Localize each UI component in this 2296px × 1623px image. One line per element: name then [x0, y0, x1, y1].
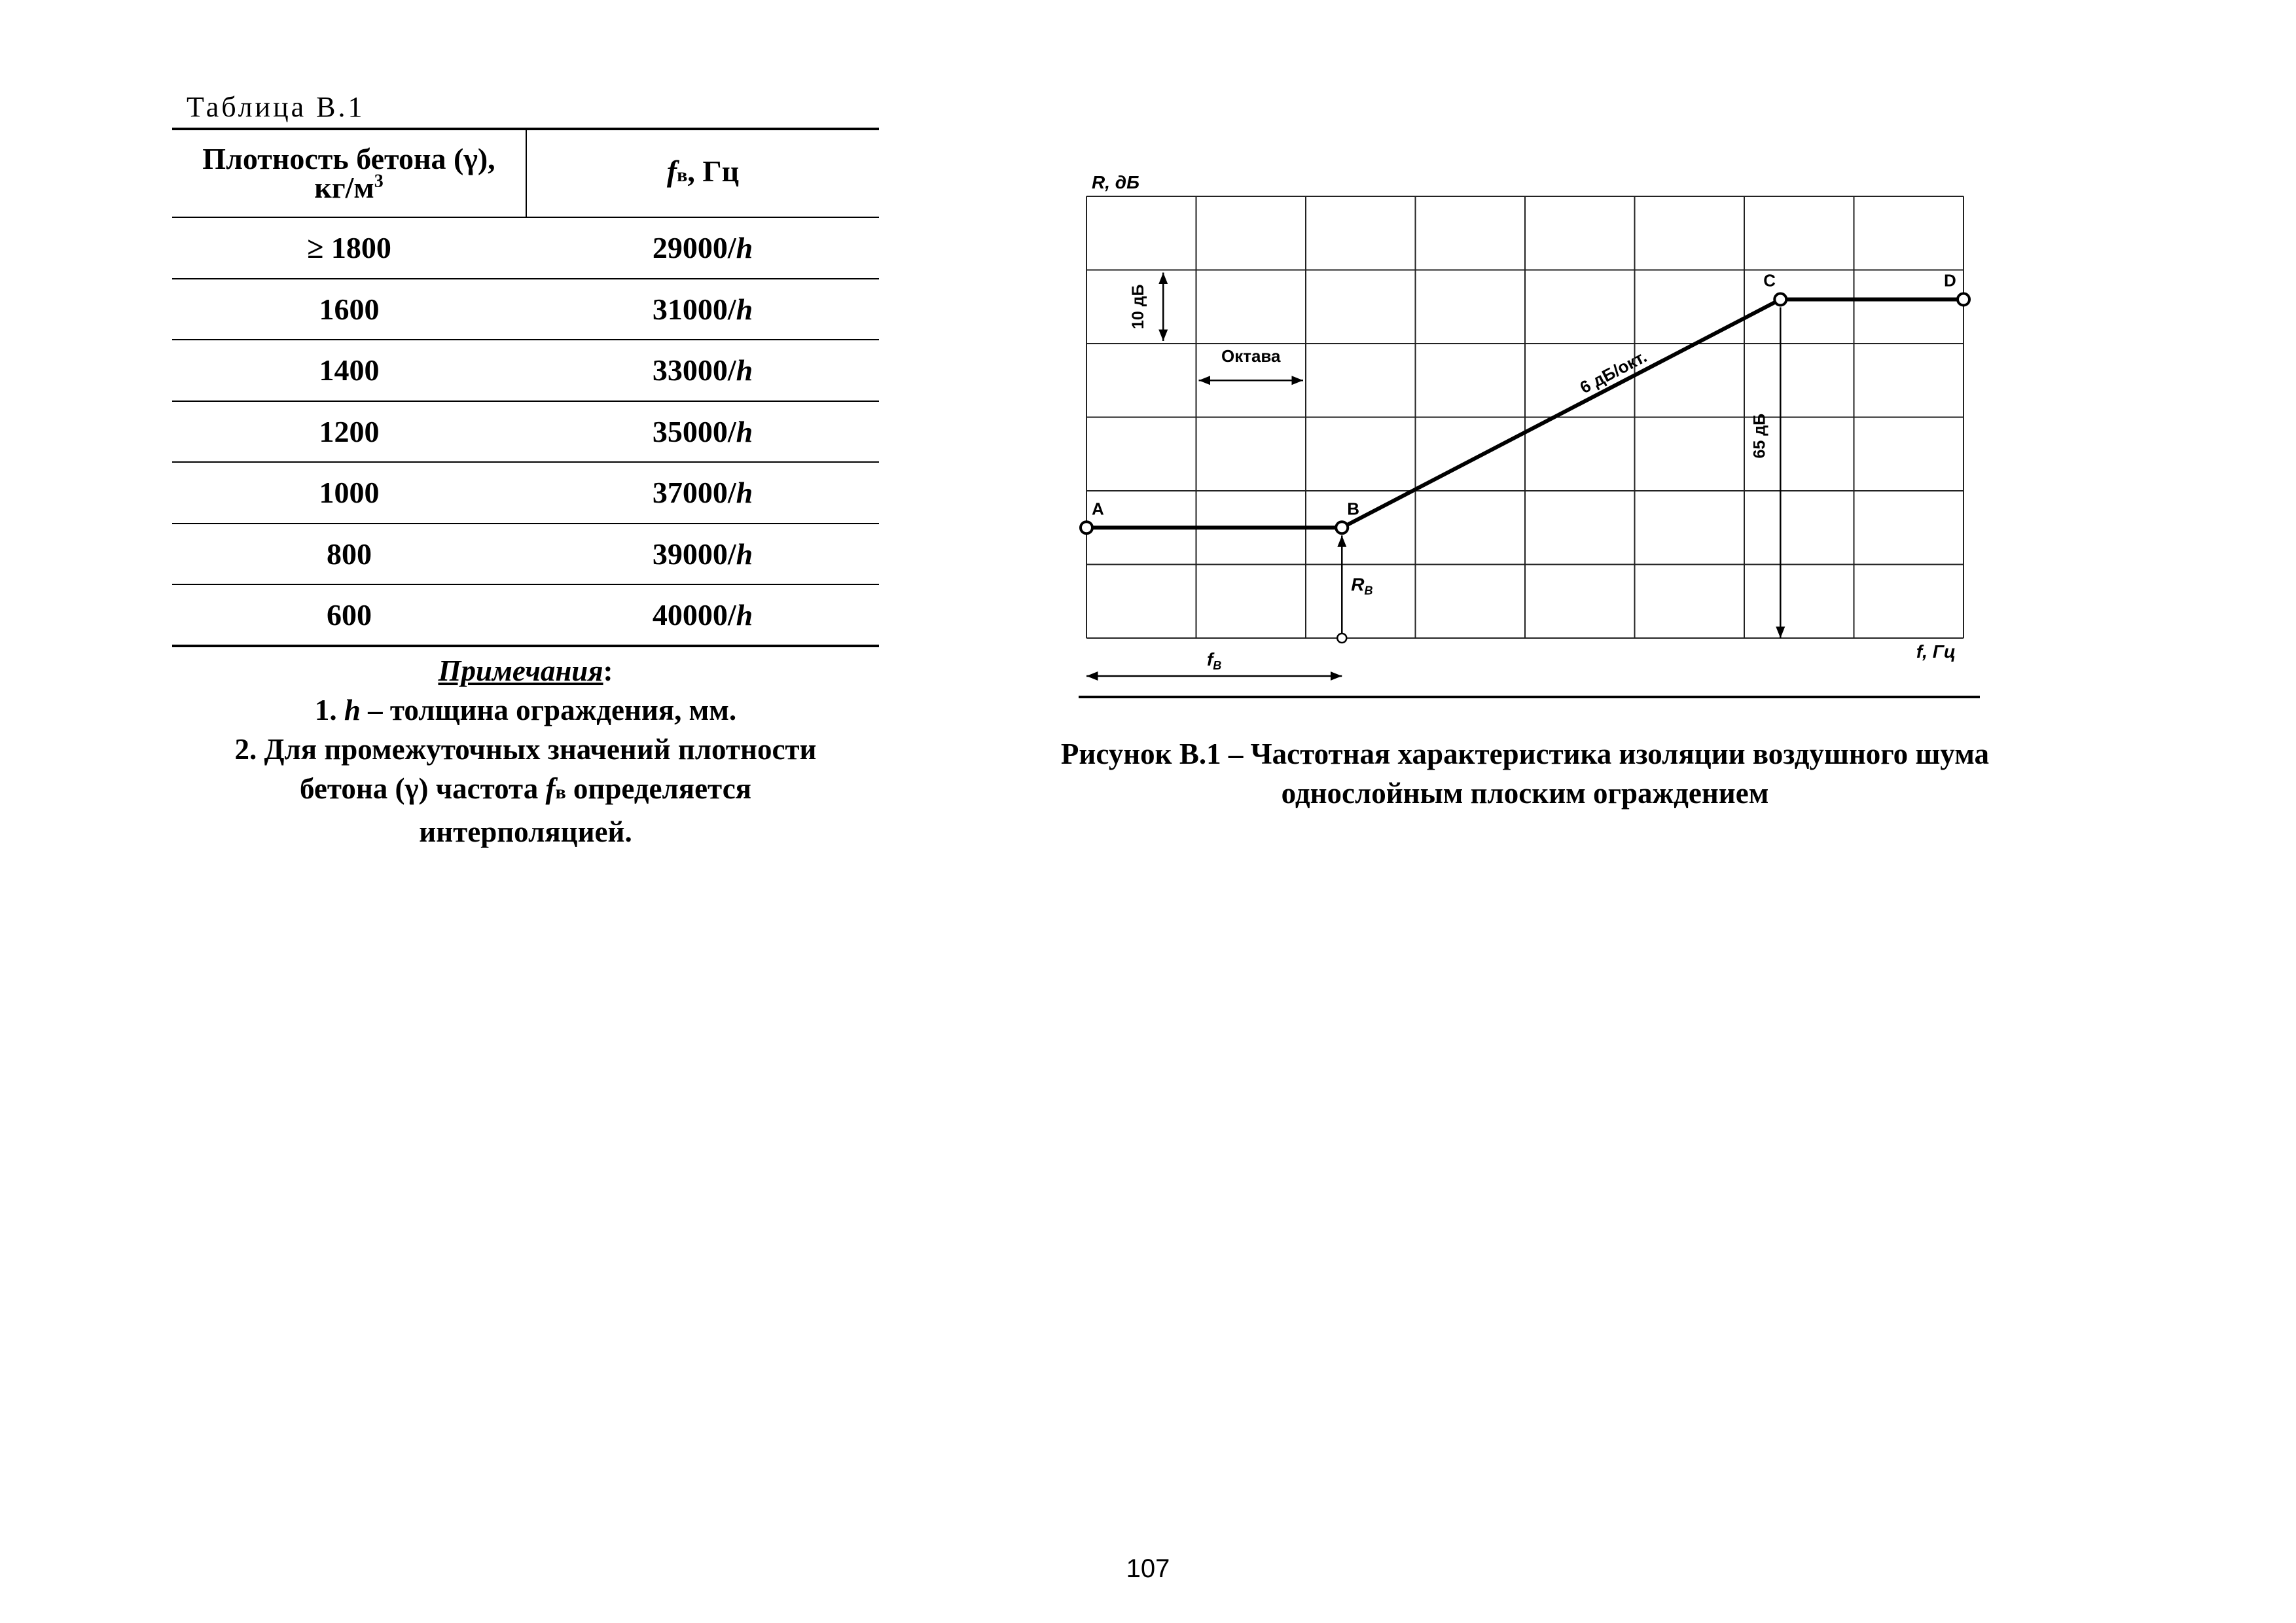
scale-octave-label: Октава [1221, 346, 1281, 366]
figure-caption-line-1: Рисунок В.1 – Частотная характеристика изоляции воздушного шума [1060, 738, 1990, 770]
rb-label [1351, 575, 1372, 597]
table-row [172, 462, 879, 524]
frequency-value: 39000/ [652, 537, 736, 571]
density-cell: 800 [327, 537, 372, 571]
frequency-variable: h [736, 231, 753, 265]
frequency-cell [526, 401, 879, 463]
density-unit: кг/м [314, 171, 374, 204]
density-cell: 1200 [319, 414, 380, 448]
page-number: 107 [1126, 1554, 1170, 1583]
table-row [172, 584, 879, 646]
frequency-variable: h [736, 292, 753, 326]
frequency-cell [526, 279, 879, 340]
data-point-c [1774, 294, 1786, 306]
frequency-unit: , Гц [687, 154, 740, 188]
rb-label-main: R [1351, 574, 1365, 595]
scale-10db-label: 10 дБ [1129, 284, 1148, 330]
table-row [172, 401, 879, 463]
table-row [172, 524, 879, 585]
table-notes [172, 651, 879, 851]
frequency-value: 29000/ [652, 231, 736, 265]
fb-label-main: f [1206, 649, 1213, 669]
frequency-value: 35000/ [652, 414, 736, 448]
fb-label-sub: B [1213, 659, 1222, 672]
table-row [172, 340, 879, 401]
data-point-a [1081, 522, 1092, 533]
frequency-cell [526, 217, 879, 279]
note-2-subscript: в [555, 781, 566, 803]
diff-65db-label: 65 дБ [1750, 413, 1769, 459]
frequency-response-chart [1047, 164, 2003, 707]
frequency-subscript: в [677, 164, 688, 186]
figure-caption-line-2: однослойным плоским ограждением [1281, 777, 1769, 810]
table-caption: Таблица В.1 [187, 91, 365, 123]
frequency-variable: h [736, 537, 753, 571]
rb-baseline-marker [1337, 633, 1346, 643]
chart-grid [1086, 196, 1964, 638]
table-row [172, 279, 879, 340]
frequency-cell [526, 462, 879, 524]
density-header [172, 129, 526, 217]
density-cell: 600 [327, 597, 372, 632]
data-point-b [1336, 522, 1348, 533]
figure-caption [949, 734, 2101, 813]
y-axis-label: R, дБ [1092, 172, 1139, 192]
density-cell: 1600 [319, 292, 380, 326]
density-cell: ≥ 1800 [307, 231, 391, 265]
rb-label-sub: B [1364, 584, 1373, 597]
point-label-d: D [1944, 270, 1956, 291]
note-2-line-3: интерполяцией. [419, 815, 632, 848]
fb-label [1207, 649, 1221, 672]
x-axis-label: f, Гц [1916, 641, 1956, 662]
frequency-variable: h [736, 476, 753, 510]
density-cell: 1000 [319, 476, 380, 510]
frequency-value: 40000/ [652, 597, 736, 632]
slope-label: 6 дБ/окт. [1576, 346, 1650, 398]
note-2-text-a: бетона (γ) частота [299, 772, 546, 805]
table-row [172, 217, 879, 279]
note-2-line-1: 2. Для промежуточных значений плотности [234, 733, 817, 766]
frequency-value: 37000/ [652, 476, 736, 510]
frequency-header [526, 129, 879, 217]
note-2-line-2 [172, 769, 879, 812]
point-label-a: A [1092, 499, 1104, 519]
density-cell: 1400 [319, 353, 380, 387]
point-label-c: C [1763, 270, 1776, 291]
frequency-value: 31000/ [652, 292, 736, 326]
note-2-symbol: f [545, 772, 556, 805]
frequency-symbol: f [666, 154, 677, 188]
note-1-variable: h [344, 694, 361, 726]
data-point-d [1958, 294, 1969, 306]
note-1 [172, 690, 879, 730]
point-label-b: B [1347, 499, 1360, 519]
notes-title-colon: : [603, 654, 613, 687]
frequency-variable: h [736, 414, 753, 448]
density-header-text: Плотность бетона (γ), [202, 142, 495, 175]
note-1-prefix: 1. [314, 694, 344, 726]
density-unit-exponent: 3 [374, 171, 384, 192]
frequency-variable: h [736, 597, 753, 632]
frequency-cell [526, 584, 879, 646]
note-2-text-b: определяется [565, 772, 752, 805]
notes-title: Примечания [438, 654, 603, 687]
frequency-value: 33000/ [652, 353, 736, 387]
note-1-text: – толщина ограждения, мм. [360, 694, 737, 726]
table-header-row [172, 129, 879, 217]
frequency-cell [526, 340, 879, 401]
chart-annotations [1086, 270, 1780, 677]
density-table [172, 128, 879, 647]
frequency-cell [526, 524, 879, 585]
frequency-variable: h [736, 353, 753, 387]
